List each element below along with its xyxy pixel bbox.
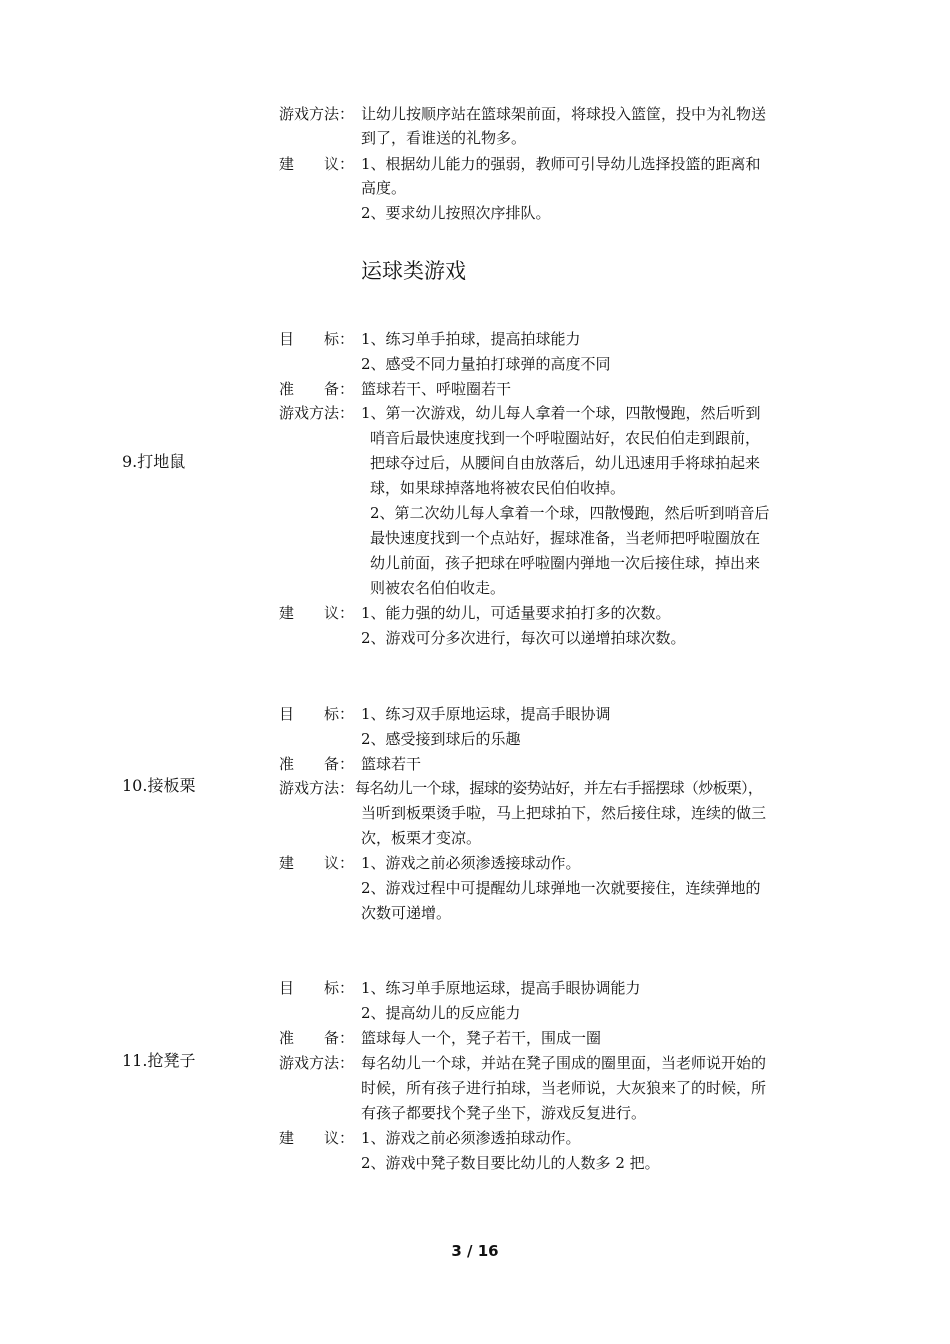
method-line: 2、第二次幼儿每人拿着一个球，四散慢跑，然后听到哨音后: [370, 504, 770, 522]
suggest-line: 高度。: [361, 179, 407, 197]
method-line: 哨音后最快速度找到一个呼啦圈站好，农民伯伯走到跟前，: [370, 429, 761, 447]
suggest-label: 建 议：: [279, 1129, 355, 1147]
method-line: 幼儿前面，孩子把球在呼啦圈内弹地一次后接住球，掉出来: [370, 554, 761, 572]
goal-line: 1、练习单手原地运球，提高手眼协调能力: [361, 979, 641, 997]
method-line: 当听到板栗烫手啦，马上把球拍下，然后接住球，连续的做三: [361, 804, 767, 822]
method-line: 让幼儿按顺序站在篮球架前面，将球投入篮筐，投中为礼物送: [361, 105, 767, 123]
suggest-line: 2、要求幼儿按照次序排队。: [361, 204, 551, 222]
goal-line: 1、练习单手拍球，提高拍球能力: [361, 330, 581, 348]
prep-label: 准 备：: [279, 755, 355, 773]
game-title: 11.抢凳子: [122, 1051, 196, 1070]
method-line: 最快速度找到一个点站好，握球准备，当老师把呼啦圈放在: [370, 529, 761, 547]
prep-line: 篮球每人一个，凳子若干，围成一圈: [361, 1029, 602, 1047]
suggest-line: 2、游戏过程中可提醒幼儿球弹地一次就要接住，连续弹地的: [361, 879, 761, 897]
page-number: 3 / 16: [451, 1242, 499, 1260]
prep-label: 准 备：: [279, 380, 355, 398]
suggest-line: 1、游戏之前必须渗透拍球动作。: [361, 1129, 581, 1147]
prep-line: 篮球若干、呼啦圈若干: [361, 380, 512, 398]
goal-line: 2、感受接到球后的乐趣: [361, 730, 521, 748]
suggest-line: 1、游戏之前必须渗透接球动作。: [361, 854, 581, 872]
section-heading: 运球类游戏: [361, 259, 466, 283]
suggest-line: 2、游戏中凳子数目要比幼儿的人数多 2 把。: [361, 1154, 660, 1172]
method-line: 有孩子都要找个凳子坐下，游戏反复进行。: [361, 1104, 647, 1122]
method-line: 每名幼儿一个球，握球的姿势站好，并左右手摇摆球（炒板栗），: [355, 779, 763, 797]
suggest-label: 建 议：: [279, 155, 355, 173]
game-title: 9.打地鼠: [122, 452, 186, 471]
suggest-line: 1、根据幼儿能力的强弱，教师可引导幼儿选择投篮的距离和: [361, 155, 761, 173]
goal-line: 2、提高幼儿的反应能力: [361, 1004, 521, 1022]
goal-line: 2、感受不同力量拍打球弹的高度不同: [361, 355, 611, 373]
method-line: 则被农名伯伯收走。: [370, 579, 506, 597]
method-label: 游戏方法：: [279, 1054, 355, 1072]
method-line: 1、第一次游戏，幼儿每人拿着一个球，四散慢跑，然后听到: [361, 404, 761, 422]
method-line: 球，如果球掉落地将被农民伯伯收掉。: [370, 479, 626, 497]
suggest-label: 建 议：: [279, 604, 355, 622]
suggest-line: 1、能力强的幼儿，可适量要求拍打多的次数。: [361, 604, 671, 622]
game-title: 10.接板栗: [122, 776, 196, 795]
method-label: 游戏方法：: [279, 404, 355, 422]
goal-label: 目 标：: [279, 979, 355, 997]
method-line: 到了，看谁送的礼物多。: [361, 129, 527, 147]
goal-label: 目 标：: [279, 705, 355, 723]
method-line: 每名幼儿一个球，并站在凳子围成的圈里面，当老师说开始的: [361, 1054, 767, 1072]
suggest-label: 建 议：: [279, 854, 355, 872]
method-line: 次，板栗才变凉。: [361, 829, 482, 847]
method-label: 游戏方法：: [279, 779, 355, 797]
method-label: 游戏方法：: [279, 105, 355, 123]
method-line: 时候，所有孩子进行拍球，当老师说，大灰狼来了的时候，所: [361, 1079, 767, 1097]
goal-line: 1、练习双手原地运球，提高手眼协调: [361, 705, 611, 723]
suggest-line: 次数可递增。: [361, 904, 452, 922]
goal-label: 目 标：: [279, 330, 355, 348]
method-line: 把球夺过后，从腰间自由放落后，幼儿迅速用手将球拍起来: [370, 454, 761, 472]
prep-label: 准 备：: [279, 1029, 355, 1047]
suggest-line: 2、游戏可分多次进行，每次可以递增拍球次数。: [361, 629, 686, 647]
prep-line: 篮球若干: [361, 755, 422, 773]
